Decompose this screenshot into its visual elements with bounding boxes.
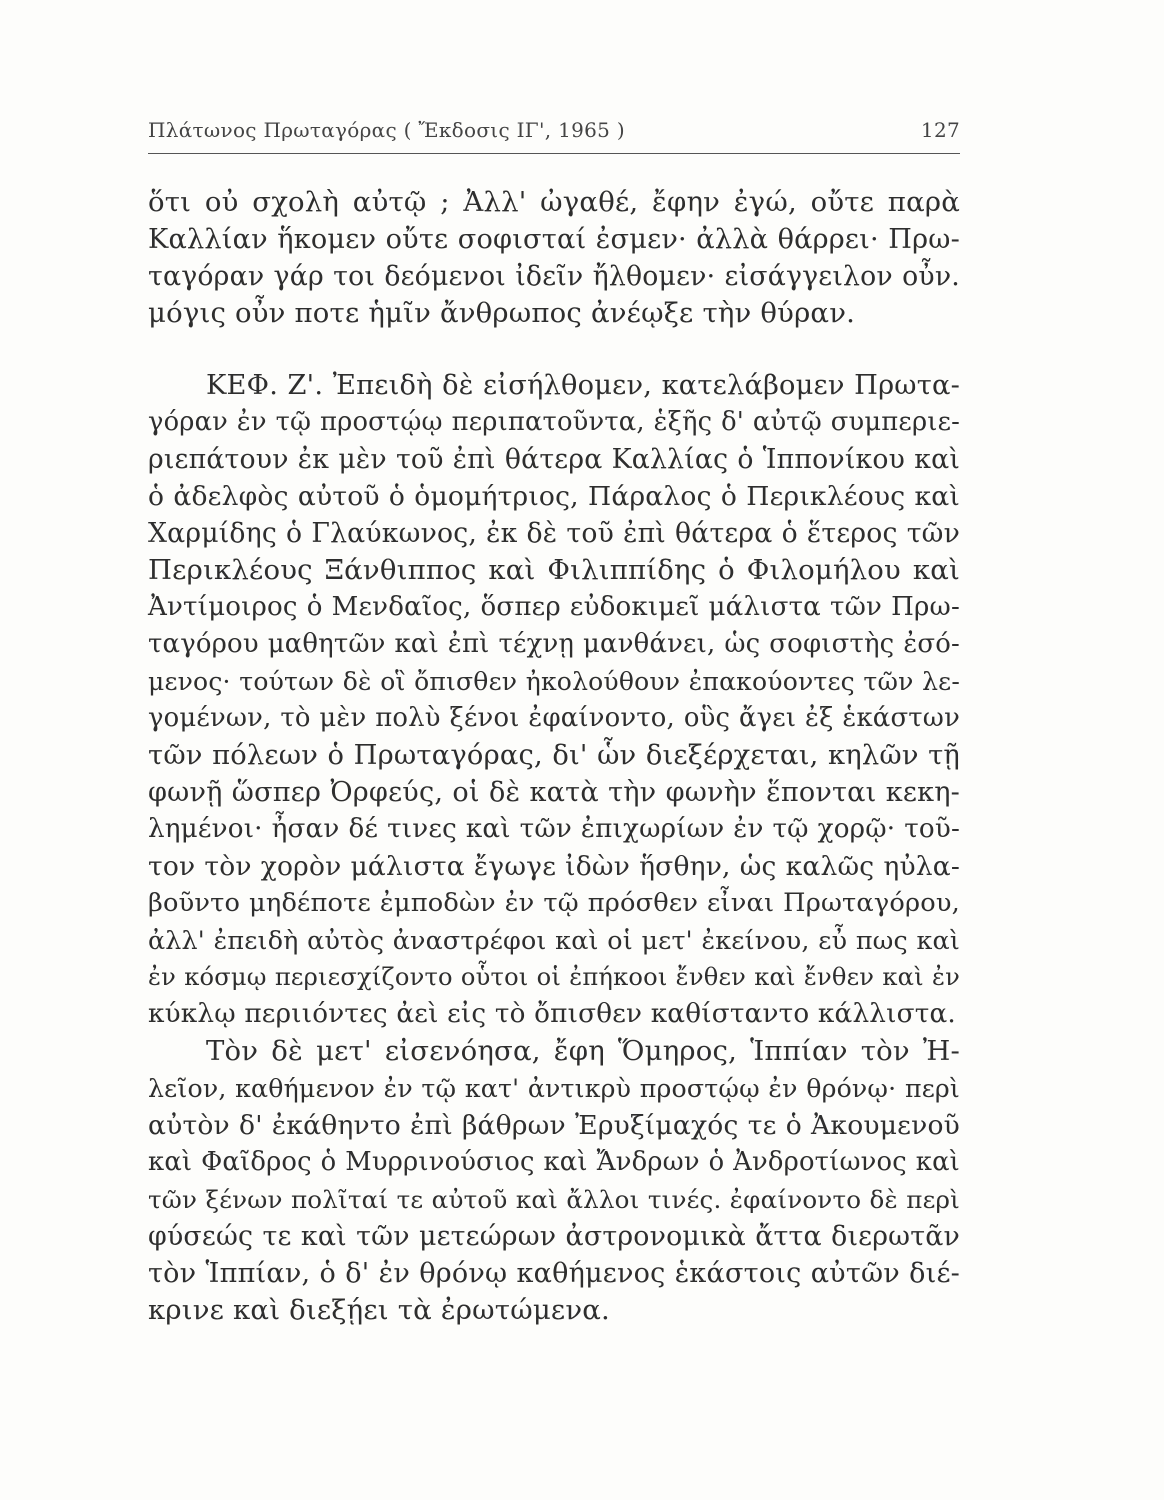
- text-line: καὶ Φαῖδρος ὁ Μυρρινούσιος καὶ Ἄνδρων ὁ Ἀνδροτίωνος καὶ: [148, 1147, 960, 1177]
- text-line: ταγόρου μαθητῶν καὶ ἐπὶ τέχνῃ μανθάνει, ὡς σοφιστὴς ἐσό-: [148, 629, 960, 659]
- text-line: γόραν ἐν τῷ προστῴῳ περιπατοῦντα, ἑξῆς δ' αὐτῷ συμπεριε-: [148, 407, 960, 437]
- text-line: Ἀντίμοιρος ὁ Μενδαῖος, ὅσπερ εὐδοκιμεῖ μάλιστα τῶν Πρω-: [148, 592, 960, 622]
- paragraph-opening-line: Τὸν δὲ μετ' εἰσενόησα, ἔφη Ὅμηρος, Ἱππίαν τὸν Ἠ-: [206, 1035, 960, 1067]
- text-line: ἀλλ' ἐπειδὴ αὐτὸς ἀναστρέφοι καὶ οἱ μετ' ἐκείνου, εὖ πως καὶ: [148, 925, 960, 955]
- text-line: μενος· τούτων δὲ οἳ ὄπισθεν ἠκολούθουν ἐπακούοντες τῶν λε-: [148, 667, 960, 696]
- text-line: βοῦντο μηδέποτε ἐμποδὼν ἐν τῷ πρόσθεν εἶναι Πρωταγόρου,: [148, 888, 960, 918]
- header-rule: [148, 153, 960, 154]
- text-line: Καλλίαν ἥκομεν οὔτε σοφισταί ἐσμεν· ἀλλὰ θάρρει· Πρω-: [148, 224, 960, 255]
- text-line: ταγόραν γάρ τοι δεόμενοι ἰδεῖν ἤλθομεν· εἰσάγγειλον οὖν.: [148, 261, 960, 292]
- text-line: γομένων, τὸ μὲν πολὺ ξένοι ἐφαίνοντο, οὓς ἄγει ἐξ ἑκάστων: [148, 703, 960, 733]
- text-line: ὅτι οὐ σχολὴ αὐτῷ ; Ἀλλ' ὠγαθέ, ἔφην ἐγώ, οὔτε παρὰ: [148, 186, 960, 218]
- page-number: 127: [920, 118, 960, 142]
- running-title: Πλάτωνος Πρωταγόρας ( Ἔκδοσις ΙΓ', 1965 ): [148, 118, 625, 142]
- body-text: [148, 184, 960, 1329]
- text-line: Χαρμίδης ὁ Γλαύκωνος, ἐκ δὲ τοῦ ἐπὶ θάτερα ὁ ἕτερος τῶν: [148, 518, 960, 549]
- running-header: [148, 118, 960, 148]
- text-line: ἐν κόσμῳ περιεσχίζοντο οὗτοι οἱ ἐπήκοοι ἔνθεν καὶ ἔνθεν καὶ ἐν: [148, 963, 960, 991]
- text-line: ὁ ἀδελφὸς αὐτοῦ ὁ ὁμομήτριος, Πάραλος ὁ Περικλέους καὶ: [148, 481, 960, 512]
- text-line: κρινε καὶ διεξῄει τὰ ἐρωτώμενα.: [148, 1294, 610, 1326]
- paragraph-gap: [148, 332, 960, 367]
- text-line: φωνῇ ὥσπερ Ὀρφεύς, οἱ δὲ κατὰ τὴν φωνὴν ἕπονται κεκη-: [148, 777, 960, 808]
- text-line: τὸν Ἱππίαν, ὁ δ' ἐν θρόνῳ καθήμενος ἑκάστοις αὐτῶν διέ-: [148, 1258, 960, 1289]
- chapter-opening-line: ΚΕΦ. Ζ'. Ἐπειδὴ δὲ εἰσήλθομεν, κατελάβομεν Πρωτα-: [206, 370, 960, 401]
- text-line: μόγις οὖν ποτε ἡμῖν ἄνθρωπος ἀνέῳξε τὴν θύραν.: [148, 297, 856, 329]
- text-line: κύκλῳ περιιόντες ἀεὶ εἰς τὸ ὄπισθεν καθίσταντο κάλλιστα.: [148, 999, 956, 1029]
- text-line: αὐτὸν δ' ἐκάθηντο ἐπὶ βάθρων Ἐρυξίμαχός τε ὁ Ἀκουμενοῦ: [148, 1110, 960, 1141]
- text-line: τον τὸν χορὸν μάλιστα ἔγωγε ἰδὼν ἥσθην, ὡς καλῶς ηὐλα-: [148, 851, 960, 882]
- text-line: λημένοι· ἦσαν δέ τινες καὶ τῶν ἐπιχωρίων ἐν τῷ χορῷ· τοῦ-: [148, 814, 960, 844]
- text-line: φύσεώς τε καὶ τῶν μετεώρων ἀστρονομικὰ ἄττα διερωτᾶν: [148, 1221, 960, 1252]
- text-line: ριεπάτουν ἐκ μὲν τοῦ ἐπὶ θάτερα Καλλίας ὁ Ἱππονίκου καὶ: [148, 444, 960, 475]
- text-line: Περικλέους Ξάνθιππος καὶ Φιλιππίδης ὁ Φιλομήλου καὶ: [148, 554, 960, 586]
- text-line: τῶν πόλεων ὁ Πρωταγόρας, δι' ὧν διεξέρχεται, κηλῶν τῇ: [148, 740, 960, 771]
- text-line: τῶν ξένων πολῖταί τε αὐτοῦ καὶ ἄλλοι τινές. ἐφαίνοντο δὲ περὶ: [148, 1185, 960, 1214]
- text-line: λεῖον, καθήμενον ἐν τῷ κατ' ἀντικρὺ προστῴῳ ἐν θρόνῳ· περὶ: [148, 1074, 960, 1103]
